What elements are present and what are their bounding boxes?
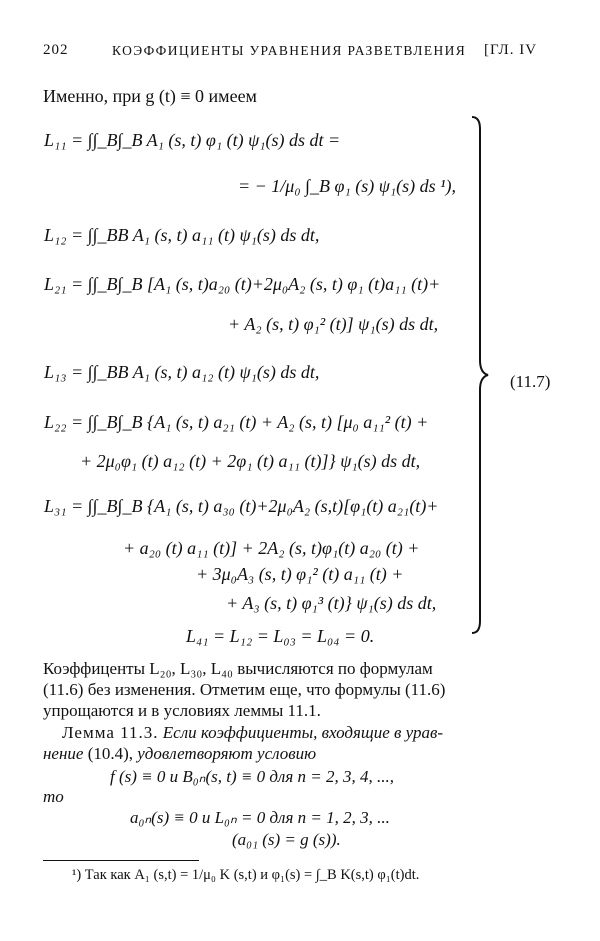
lemma-line-1	[62, 723, 443, 743]
equation-line: L₃₁ = ∫∫_B∫_B {A₁ (s, t) a₃₀ (t)+2μ₀A₂ (s,t)[φ₁(t) a₂₁(t)+	[44, 496, 439, 516]
page-number: 202	[43, 42, 69, 58]
condition-2: a₀ₙ(s) ≡ 0 и L₀ₙ = 0 для n = 1, 2, 3, ...	[130, 808, 390, 827]
lemma-text: удовлетворяют условию	[137, 744, 317, 763]
equation-line: + 3μ₀A₃ (s, t) φ₁² (t) a₁₁ (t) +	[196, 564, 404, 584]
equation-line: + A₂ (s, t) φ₁² (t)] ψ₁(s) ds dt,	[228, 314, 439, 334]
equation-line: L₁₁ = ∫∫_B∫_B A₁ (s, t) φ₁ (t) ψ₁(s) ds dt =	[44, 130, 341, 150]
condition-1: f (s) ≡ 0 и B₀ₙ(s, t) ≡ 0 для n = 2, 3, 4, ...,	[110, 767, 394, 786]
equation-line: L₄₁ = L₁₂ = L₀₃ = L₀₄ = 0.	[186, 626, 375, 646]
paragraph-line: упрощаются и в условиях леммы 11.1.	[43, 701, 321, 720]
equation-line: + A₃ (s, t) φ₁³ (t)} ψ₁(s) ds dt,	[226, 593, 437, 613]
lemma-title: Лемма 11.3.	[62, 723, 159, 742]
condition-3: (a₀₁ (s) = g (s)).	[232, 830, 341, 849]
equation-line: L₁₂ = ∫∫_BB A₁ (s, t) a₁₁ (t) ψ₁(s) ds dt,	[44, 225, 320, 245]
footnote-rule	[43, 860, 199, 861]
equation-line: + 2μ₀φ₁ (t) a₁₂ (t) + 2φ₁ (t) a₁₁ (t)]} ψ₁(s) ds dt,	[80, 451, 421, 471]
footnote: ¹) Так как A₁ (s,t) = 1/μ₀ K (s,t) и φ₁(s) = ∫_B K(s,t) φ₁(t)dt.	[72, 867, 420, 883]
equation-line: + a₂₀ (t) a₁₁ (t)] + 2A₂ (s, t)φ₁(t) a₂₀ (t) +	[123, 538, 420, 558]
then-word: то	[43, 787, 64, 806]
right-brace	[468, 115, 498, 635]
chapter-label: [ГЛ. IV	[484, 42, 538, 58]
equation-number: (11.7)	[510, 372, 551, 391]
lemma-ref: (10.4),	[87, 744, 134, 763]
paragraph-line: Коэффиценты L₂₀, L₃₀, L₄₀ вычисляются по формулам	[43, 659, 433, 678]
lemma-text: нение	[43, 744, 84, 763]
equation-line: = − 1/μ₀ ∫_B φ₁ (s) ψ₁(s) ds ¹),	[238, 176, 457, 196]
equation-line: L₁₃ = ∫∫_BB A₁ (s, t) a₁₂ (t) ψ₁(s) ds dt,	[44, 362, 320, 382]
lemma-line-2	[43, 744, 316, 764]
paragraph-line: (11.6) без изменения. Отметим еще, что формулы (11.6)	[43, 680, 446, 699]
intro-line: Именно, при g (t) ≡ 0 имеем	[43, 86, 257, 106]
lemma-text: Если коэффициенты, входящие в урав-	[162, 723, 444, 742]
running-title: КОЭФФИЦИЕНТЫ УРАВНЕНИЯ РАЗВЕТВЛЕНИЯ	[112, 43, 467, 58]
equation-line: L₂₁ = ∫∫_B∫_B [A₁ (s, t)a₂₀ (t)+2μ₀A₂ (s, t) φ₁ (t)a₁₁ (t)+	[44, 274, 441, 294]
equation-line: L₂₂ = ∫∫_B∫_B {A₁ (s, t) a₂₁ (t) + A₂ (s, t) [μ₀ a₁₁² (t) +	[44, 412, 429, 432]
